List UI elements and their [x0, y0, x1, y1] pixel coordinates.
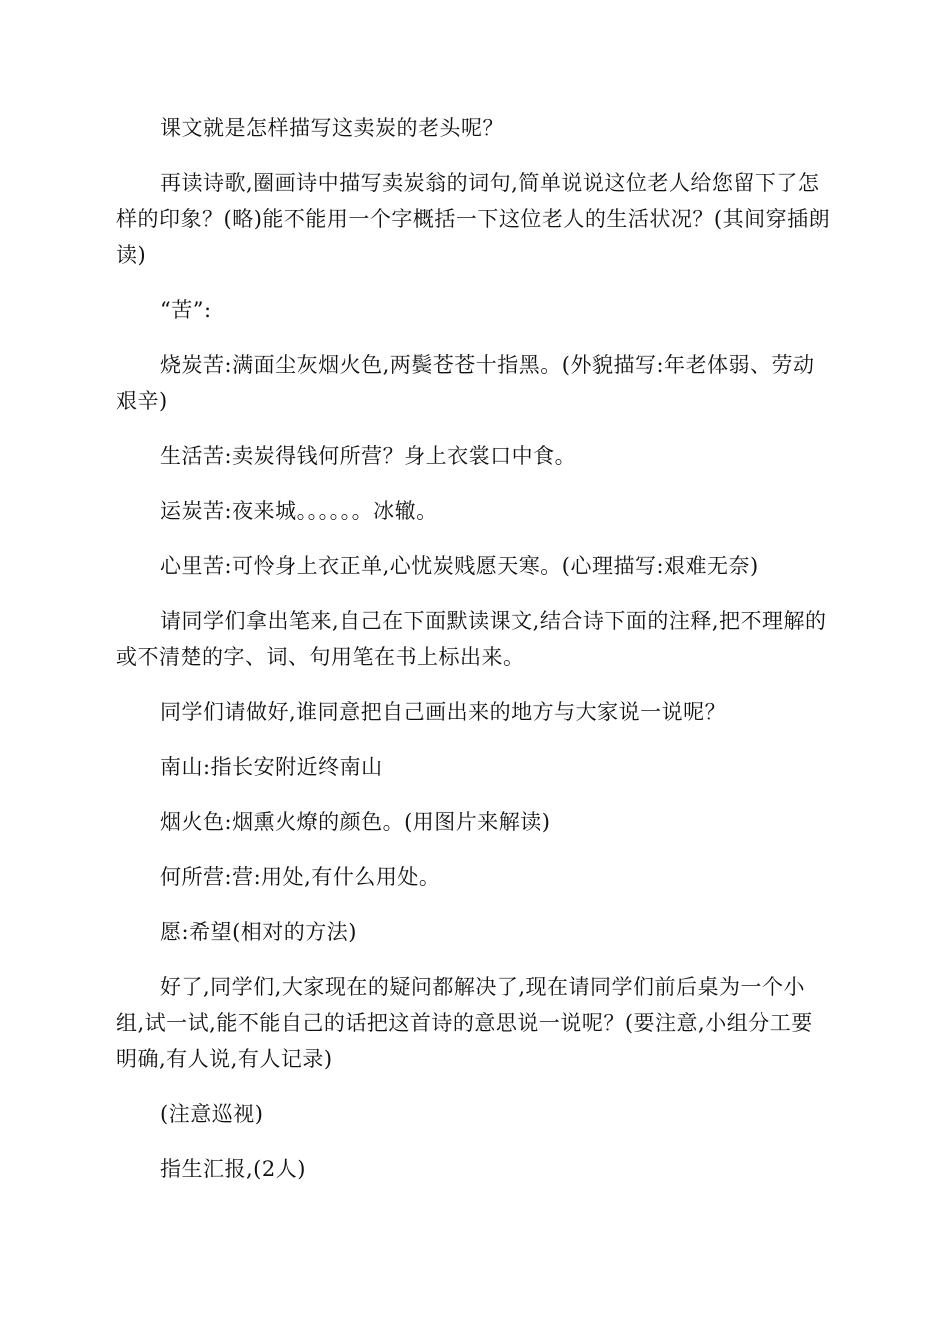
document-body [116, 110, 832, 1187]
paragraph: 烧炭苦:满面尘灰烟火色,两鬓苍苍十指黑。(外貌描写:年老体弱、劳动艰辛) [116, 353, 815, 413]
paragraph: 心里苦:可怜身上衣正单,心忧炭贱愿天寒。(心理描写:艰难无奈) [160, 554, 759, 578]
paragraph: 好了,同学们,大家现在的疑问都解决了,现在请同学们前后桌为一个小组,试一试,能不能自己的话把这首诗的意思说一说呢？(要注意,小组分工要明确,有人说,有人记录) [116, 975, 813, 1071]
paragraph: 南山:指长安附近终南山 [160, 755, 383, 779]
paragraph: 课文就是怎样描写这卖炭的老头呢？ [160, 116, 504, 140]
paragraph: 生活苦:卖炭得钱何所营？身上衣裳口中食。 [160, 444, 577, 468]
paragraph: 运炭苦:夜来城。。。。。。冰辙。 [160, 499, 438, 523]
paragraph: 再读诗歌,圈画诗中描写卖炭翁的词句,简单说说这位老人给您留下了怎样的印象？(略)能不能用一个字概括一下这位老人的生活状况？(其间穿插朗读) [116, 171, 831, 267]
paragraph: 何所营:营:用处,有什么用处。 [160, 865, 441, 889]
paragraph: 请同学们拿出笔来,自己在下面默读课文,结合诗下面的注释,把不理解的或不清楚的字、词、句用笔在书上标出来。 [116, 609, 827, 669]
paragraph: 指生汇报,(2人) [160, 1157, 306, 1181]
paragraph: 同学们请做好,谁同意把自己画出来的地方与大家说一说呢？ [160, 700, 727, 724]
paragraph: 烟火色:烟熏火燎的颜色。(用图片来解读) [160, 810, 551, 834]
paragraph: (注意巡视) [160, 1102, 264, 1126]
paragraph: 愿:希望(相对的方法) [160, 920, 357, 944]
paragraph: “苦”: [160, 298, 212, 322]
